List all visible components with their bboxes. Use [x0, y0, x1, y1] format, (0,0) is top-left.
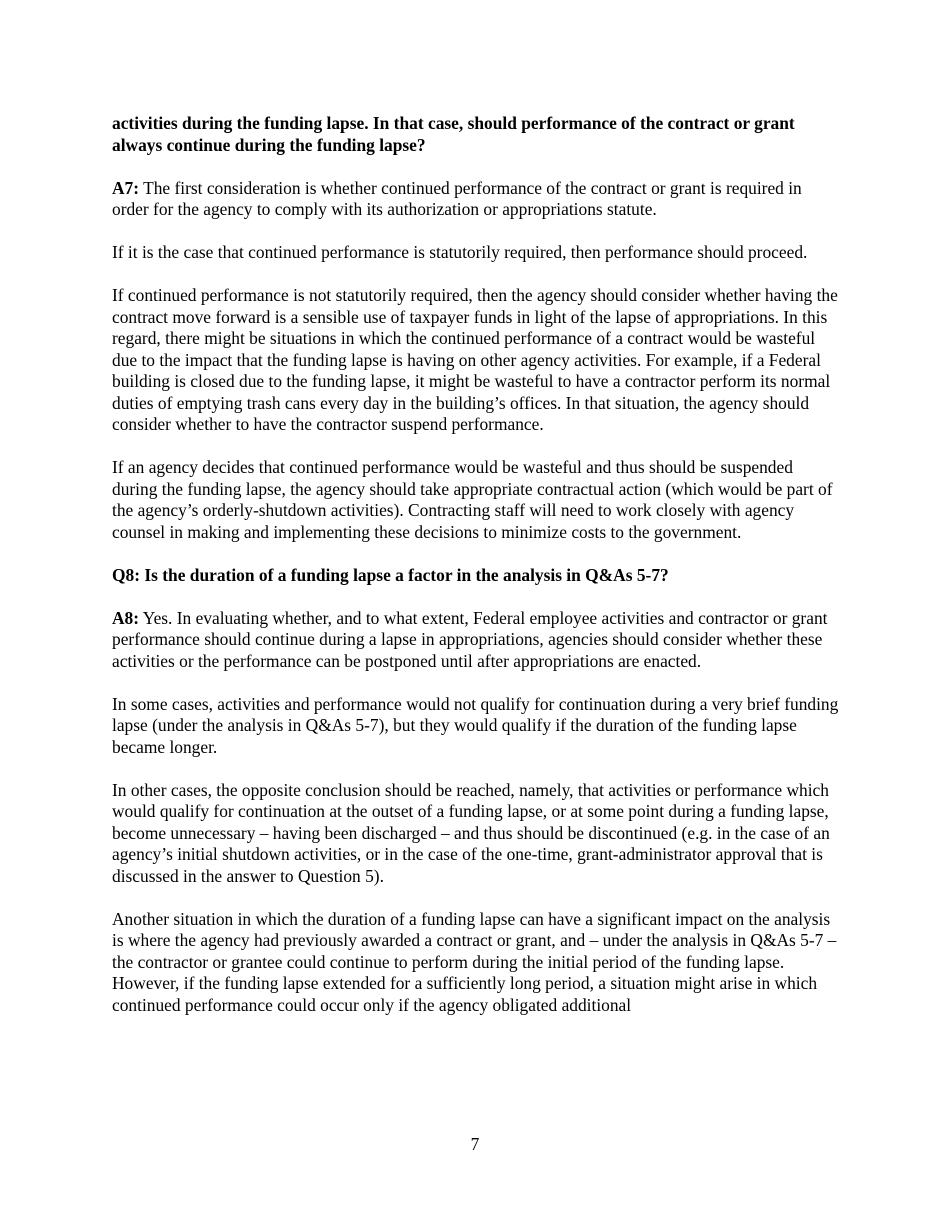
paragraph-text: If continued performance is not statutorily required, then the agency should consider whether having the contract move forward is a sensible use of taxpayer funds in light of the lapse of appropriations. In this regard, there might be situations in which the continued performance of a contract would be wasteful due to the impact that the funding lapse is having on other agency activities. For example, if a Federal building is closed due to the funding lapse, it might be wasteful to have a contractor perform its normal duties of emptying trash cans every day in the building’s offices. In that situation, the agency should consider whether to have the contractor suspend performance. [112, 285, 838, 434]
answer-label: A7: [112, 177, 140, 198]
paragraph-text: In some cases, activities and performance would not qualify for continuation during a very brief funding lapse (under the analysis in Q&As 5-7), but they would qualify if the duration of the funding lapse became longer. [112, 693, 839, 757]
question-q8 [112, 565, 842, 587]
paragraph [112, 457, 842, 543]
paragraph-text: Another situation in which the duration of a funding lapse can have a significant impact on the analysis is where the agency had previously awarded a contract or grant, and – under the analysis in Q&As 5-7 – the contractor or grantee could continue to perform during the initial period of the funding lapse. However, if the funding lapse extended for a sufficiently long period, a situation might arise in which continued performance could occur only if the agency obligated additional [112, 908, 837, 1015]
paragraph [112, 909, 842, 1017]
page-number: 7 [470, 1134, 480, 1154]
answer-a7 [112, 178, 842, 221]
paragraph-text: If an agency decides that continued performance would be wasteful and thus should be suspended during the funding lapse, the agency should take appropriate contractual action (which would be part of the agency’s orderly-shutdown activities). Contracting staff will need to work closely with agency counsel in making and implementing these decisions to minimize costs to the government. [112, 457, 833, 542]
answer-text: Yes. In evaluating whether, and to what extent, Federal employee activities and contractor or grant performance should continue during a lapse in appropriations, agencies should consider whether these activities or the performance can be postponed until after appropriations are enacted. [112, 607, 828, 671]
paragraph [112, 285, 842, 436]
paragraph [112, 694, 842, 759]
question-text: Q8: Is the duration of a funding lapse a factor in the analysis in Q&As 5-7? [112, 564, 669, 585]
question-text: activities during the funding lapse. In that case, should performance of the contract or grant always continue during the funding lapse? [112, 113, 795, 155]
paragraph [112, 242, 842, 264]
question-continuation [112, 113, 842, 156]
paragraph-text: In other cases, the opposite conclusion should be reached, namely, that activities or performance which would qualify for continuation at the outset of a funding lapse, or at some point during a funding lapse, become unnecessary – having been discharged – and thus should be discontinued (e.g. in the case of an agency’s initial shutdown activities, or in the case of the one-time, grant-administrator approval that is discussed in the answer to Question 5). [112, 779, 830, 886]
answer-a8 [112, 608, 842, 673]
paragraph-text: If it is the case that continued performance is statutorily required, then performance should proceed. [112, 242, 808, 262]
answer-label: A8: [112, 607, 140, 628]
paragraph [112, 780, 842, 888]
page-body [112, 113, 842, 1038]
answer-text: The first consideration is whether continued performance of the contract or grant is required in order for the agency to comply with its authorization or appropriations statute. [112, 177, 802, 219]
